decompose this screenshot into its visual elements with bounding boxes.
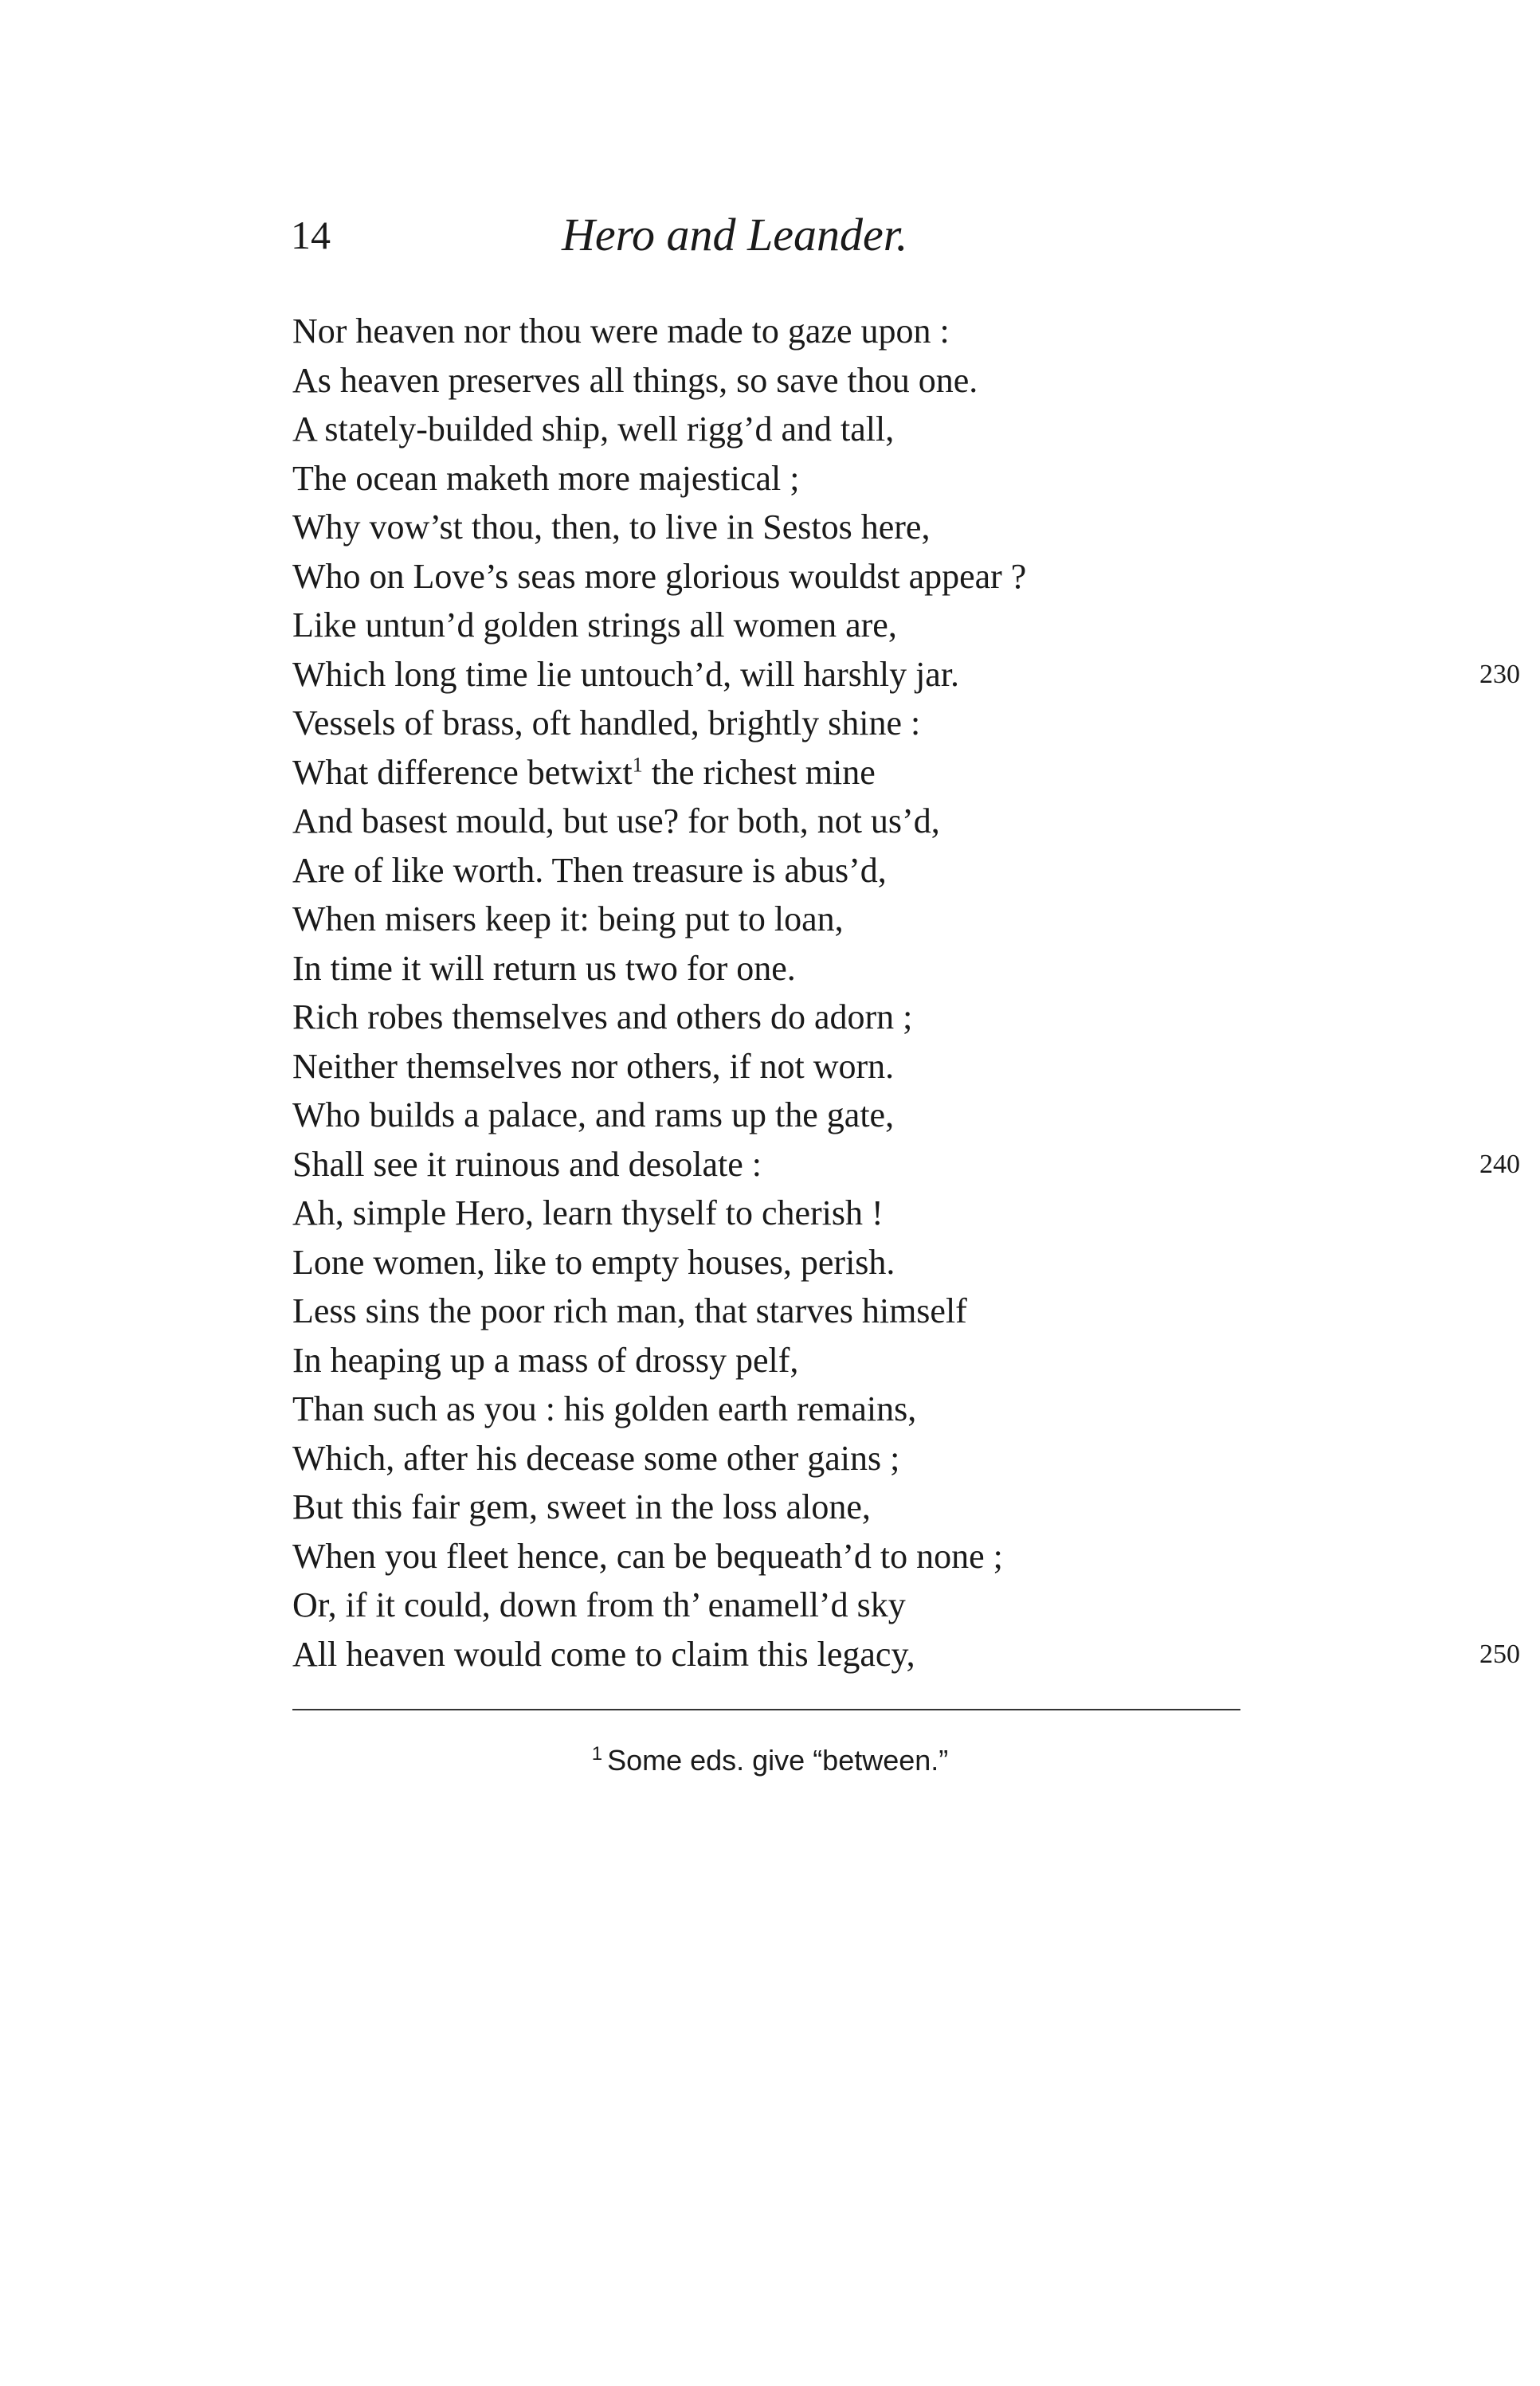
poem-line — [292, 1091, 1248, 1140]
page-header — [291, 199, 1326, 271]
poem-line-text: And basest mould, but use? for both, not us’d, — [292, 801, 940, 840]
poem-line-text: Like untun’d golden strings all women are, — [292, 605, 897, 644]
poem-line — [292, 944, 1248, 993]
poem-line — [292, 846, 1248, 895]
poem-line-text: Ah, simple Hero, learn thyself to cherish ! — [292, 1193, 884, 1232]
poem-line — [292, 1140, 1520, 1189]
poem-line-text: All heaven would come to claim this legacy, — [292, 1634, 915, 1674]
poem-line — [292, 454, 1248, 503]
line-number: 230 — [1479, 659, 1520, 689]
poem-line-text: Why vow’st thou, then, to live in Sestos here, — [292, 507, 931, 547]
poem-line — [292, 1385, 1248, 1434]
poem-line-text: In time it will return us two for one. — [292, 948, 796, 988]
poem-line — [292, 405, 1248, 454]
poem-line-text: As heaven preserves all things, so save thou one. — [292, 360, 978, 400]
poem-line — [292, 601, 1248, 650]
poem-line — [292, 650, 1520, 699]
poem-line — [292, 699, 1248, 748]
poem-line — [292, 993, 1248, 1042]
poem-line — [292, 1042, 1248, 1091]
poem-line-text: Less sins the poor rich man, that starves himself — [292, 1291, 967, 1330]
line-number: 240 — [1479, 1149, 1520, 1179]
poem-line-text: Who builds a palace, and rams up the gate, — [292, 1095, 895, 1134]
poem-line — [292, 1238, 1248, 1287]
line-number: 250 — [1479, 1639, 1520, 1669]
poem-line — [292, 1532, 1248, 1581]
poem-line — [292, 1189, 1248, 1238]
poem-line — [292, 307, 1248, 356]
poem-line — [292, 503, 1248, 552]
footnote-marker: 1 — [591, 1743, 603, 1765]
poem-line — [292, 895, 1248, 944]
poem-line — [292, 1630, 1520, 1679]
poem-line-text: Vessels of brass, oft handled, brightly shine : — [292, 703, 921, 742]
poem-line — [292, 1336, 1248, 1385]
poem-line — [292, 1581, 1248, 1630]
footnote — [0, 1741, 1540, 1781]
poem-line-text: A stately-builded ship, well rigg’d and tall, — [292, 409, 895, 449]
poem-line-text: What difference betwixt — [292, 752, 633, 792]
poem-line-text: Rich robes themselves and others do adorn ; — [292, 997, 913, 1036]
poem-line — [292, 797, 1248, 846]
poem-line-text: Lone women, like to empty houses, perish. — [292, 1242, 895, 1282]
poem-line-text: The ocean maketh more majestical ; — [292, 458, 800, 498]
poem-line-text: When misers keep it: being put to loan, — [292, 899, 844, 938]
footnote-text: Some eds. give “between.” — [607, 1744, 949, 1777]
poem-line — [292, 1483, 1248, 1532]
poem-line-text: Nor heaven nor thou were made to gaze upon : — [292, 311, 950, 351]
poem-line-text: Or, if it could, down from th’ enamell’d sky — [292, 1585, 906, 1624]
poem-line-text: When you fleet hence, can be bequeath’d to none ; — [292, 1536, 1003, 1576]
poem-line-text: In heaping up a mass of drossy pelf, — [292, 1340, 799, 1380]
footnote-divider — [292, 1709, 1240, 1710]
poem-line-text: Than such as you : his golden earth remains, — [292, 1389, 917, 1428]
poem-line-text: Neither themselves nor others, if not worn. — [292, 1046, 895, 1086]
poem-line — [292, 356, 1248, 406]
poem-line — [292, 1287, 1248, 1336]
poem-line-text: the richest mine — [642, 752, 876, 792]
footnote-reference: 1 — [632, 752, 643, 776]
poem-line-text: Who on Love’s seas more glorious wouldst appear ? — [292, 556, 1027, 596]
poem-line-text: Are of like worth. Then treasure is abus’d, — [292, 850, 887, 890]
poem-line-text: But this fair gem, sweet in the loss alone, — [292, 1487, 871, 1526]
poem-line-text: Which, after his decease some other gains ; — [292, 1438, 900, 1478]
running-title: Hero and Leander. — [562, 209, 908, 261]
page-number: 14 — [291, 213, 331, 257]
poem-line — [292, 1434, 1248, 1483]
poem-line-text: Shall see it ruinous and desolate : — [292, 1144, 762, 1184]
poem-line-text: Which long time lie untouch’d, will harshly jar. — [292, 654, 960, 694]
poem-text — [292, 307, 1520, 1679]
poem-line — [292, 748, 1248, 797]
poem-line — [292, 552, 1248, 601]
